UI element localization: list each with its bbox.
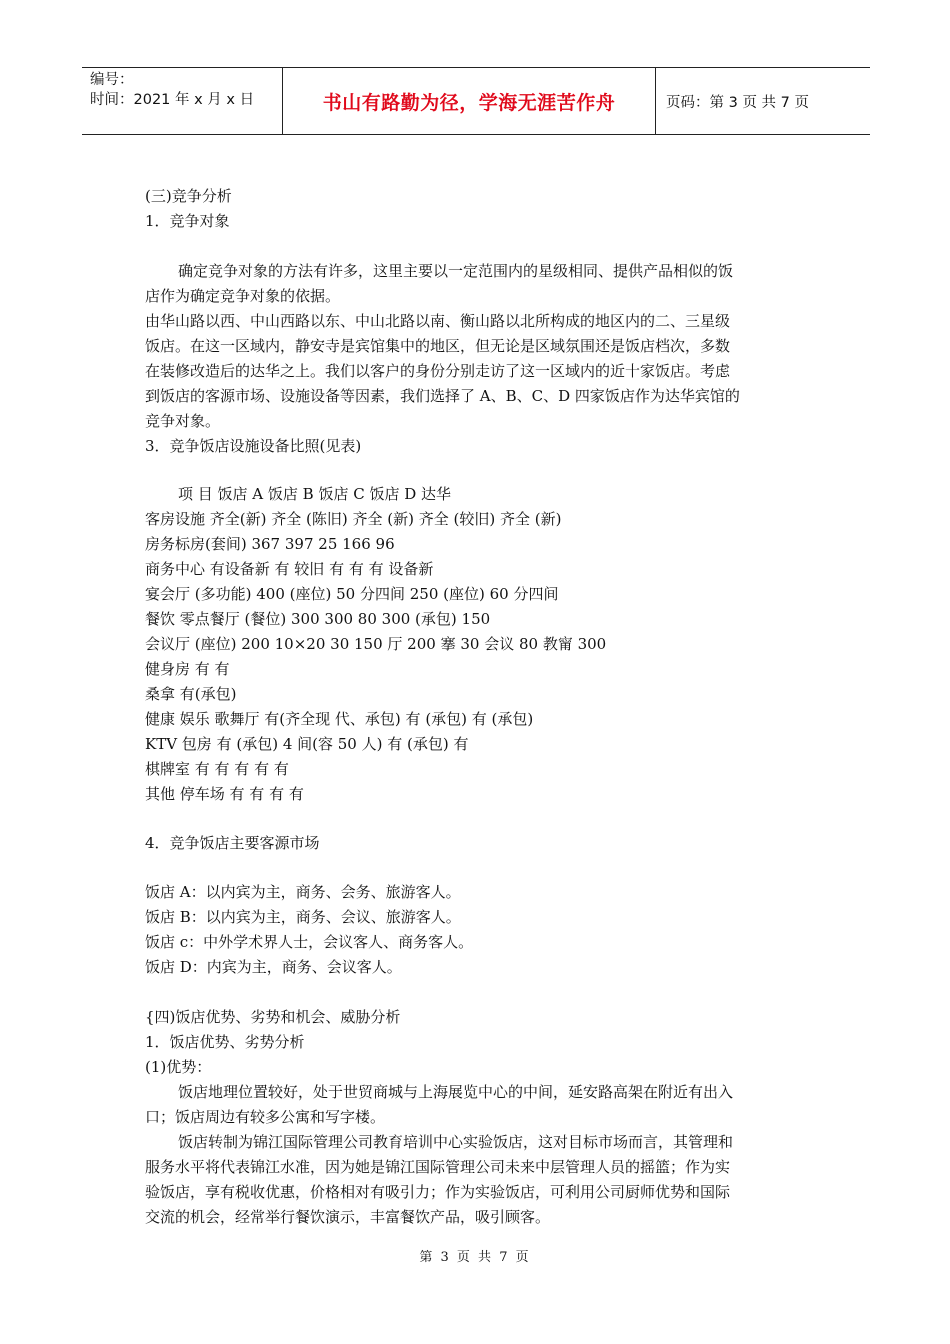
number-label: 编号： (90, 72, 134, 88)
subheading: 1．竞争对象 (145, 212, 230, 230)
text-line: 饭店 c：中外学术界人士，会议客人、商务客人。 (145, 933, 474, 951)
subheading: 1．饭店优势、劣势分析 (145, 1033, 305, 1051)
text-line: 饭店地理位置较好，处于世贸商城与上海展览中心的中间，延安路高架在附近有出入 (178, 1083, 734, 1101)
motto: 书山有路勤为径，学海无涯苦作舟 (282, 68, 656, 134)
text-line: 服务水平将代表锦江水准，因为她是锦江国际管理公司未来中层管理人员的摇篮；作为实 (145, 1158, 731, 1176)
text-line: 验饭店，享有税收优惠，价格相对有吸引力；作为实验饭店，可利用公司厨师优势和国际 (145, 1183, 731, 1201)
text-line: 由华山路以西、中山西路以东、中山北路以南、衡山路以北所构成的地区内的二、三星级 (145, 312, 731, 330)
text-line: 饭店转制为锦江国际管理公司教育培训中心实验饭店，这对目标市场而言，其管理和 (178, 1133, 734, 1151)
subheading: (1)优势： (145, 1058, 212, 1076)
page-label: 页码：第 3 页 共 7 页 (666, 94, 809, 111)
header-left-cell (82, 68, 282, 134)
text-line: 口；饭店周边有较多公寓和写字楼。 (145, 1108, 386, 1126)
subheading: 4．竞争饭店主要客源市场 (145, 834, 320, 852)
header-table (82, 67, 870, 135)
date-label: 时间：2021 年 x 月 x 日 (90, 92, 255, 108)
text-line: 餐饮 零点餐厅 (餐位) 300 300 80 300 (承包) 150 (145, 610, 491, 628)
text-line: 商务中心 有设备新 有 较旧 有 有 有 设备新 (145, 560, 434, 578)
text-line: 饭店 D：内宾为主，商务、会议客人。 (145, 958, 402, 976)
section-heading: {四)饭店优势、劣势和机会、威胁分析 (145, 1008, 401, 1026)
text-line: 确定竞争对象的方法有许多，这里主要以一定范围内的星级相同、提供产品相似的饭 (178, 262, 734, 280)
text-line: 其他 停车场 有 有 有 有 (145, 785, 304, 803)
text-line: 店作为确定竞争对象的依据。 (145, 287, 341, 305)
text-line: 棋牌室 有 有 有 有 有 (145, 760, 289, 778)
text-line: 桑拿 有(承包) (145, 685, 237, 703)
text-line: 饭店。在这一区域内，静安寺是宾馆集中的地区，但无论是区域氛围还是饭店档次，多数 (145, 337, 731, 355)
subheading: 3．竞争饭店设施设备比照(见表) (145, 437, 362, 455)
table-header-row: 项 目 饭店 A 饭店 B 饭店 C 饭店 D 达华 (178, 485, 452, 503)
text-line: 竞争对象。 (145, 412, 221, 430)
text-line: 饭店 B：以内宾为主，商务、会议、旅游客人。 (145, 908, 461, 926)
text-line: 饭店 A：以内宾为主，商务、会务、旅游客人。 (145, 883, 461, 901)
text-line: 客房设施 齐全(新) 齐全 (陈旧) 齐全 (新) 齐全 (较旧) 齐全 (新) (145, 510, 562, 528)
text-line: 在装修改造后的达华之上。我们以客户的身份分别走访了这一区域内的近十家饭店。考虑 (145, 362, 731, 380)
text-line: 到饭店的客源市场、设施设备等因素，我们选择了 A、B、C、D 四家饭店作为达华宾馆的 (145, 387, 740, 405)
text-line: 健康 娱乐 歌舞厅 有(齐全现 代、承包) 有 (承包) 有 (承包) (145, 710, 534, 728)
text-line: 会议厅 (座位) 200 10×20 30 150 厅 200 搴 30 会议 80 教甯 300 (145, 635, 607, 653)
text-line: KTV 包房 有 (承包) 4 间(容 50 人) 有 (承包) 有 (145, 735, 469, 753)
text-line: 健身房 有 有 (145, 660, 230, 678)
section-heading: (三)竞争分析 (145, 187, 232, 205)
page-footer: 第 3 页 共 7 页 (419, 1250, 531, 1265)
text-line: 房务标房(套间) 367 397 25 166 96 (145, 535, 395, 553)
text-line: 宴会厅 (多功能) 400 (座位) 50 分四间 250 (座位) 60 分四间 (145, 585, 559, 603)
text-line: 交流的机会，经常举行餐饮演示，丰富餐饮产品，吸引顾客。 (145, 1208, 551, 1226)
